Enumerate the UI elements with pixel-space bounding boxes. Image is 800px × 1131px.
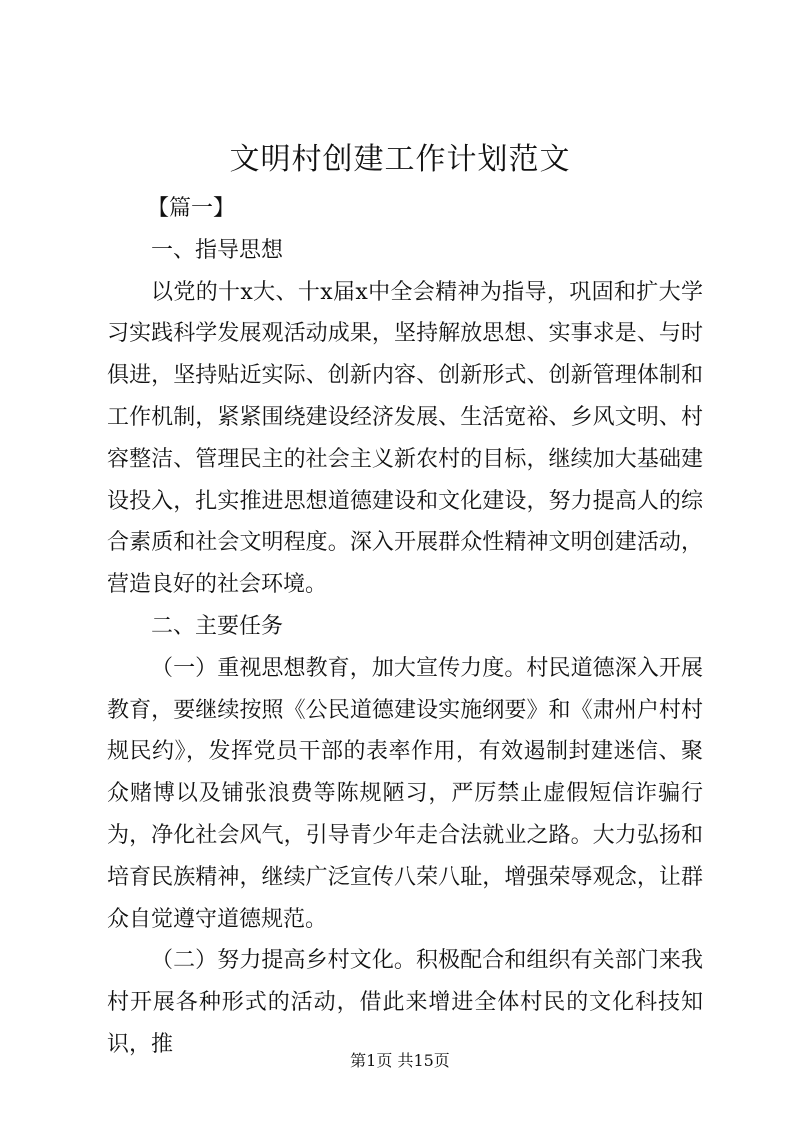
paragraph-task-2: （二）努力提高乡村文化。积极配合和组织有关部门来我村开展各种形式的活动，借此来增进全体村民的文化科技知识，推: [107, 948, 703, 1057]
section-heading-tasks: 二、主要任务: [151, 613, 284, 639]
document-body: [107, 188, 703, 1066]
paragraph-task-1: （一）重视思想教育，加大宣传力度。村民道德深入开展教育，要继续按照《公民道德建设实施纲要》和《肃州户村村规民约》，发挥党员干部的表率作用，有效遏制封建迷信、聚众赌博以及铺张浪费等陈规陋习，严厉禁止虚假短信诈骗行为，净化社会风气，引导青少年走合法就业之路。大力弘扬和培育民族精神，继续广泛宣传八荣八耻，增强荣辱观念，让群众自觉遵守道德规范。: [107, 655, 703, 932]
page-footer: 第1页 共15页: [350, 1051, 450, 1070]
chapter-label: 【篇一】: [147, 196, 236, 221]
section-heading-guiding: 一、指导思想: [151, 237, 284, 263]
paragraph-guiding: 以党的十x大、十x届x中全会精神为指导，巩固和扩大学习实践科学发展观活动成果，坚持解放思想、实事求是、与时俱进，坚持贴近实际、创新内容、创新形式、创新管理体制和工作机制，紧紧围绕建设经济发展、生活宽裕、乡风文明、村容整洁、管理民主的社会主义新农村的目标，继续加大基础建设投入，扎实推进思想道德建设和文化建设，努力提高人的综合素质和社会文明程度。深入开展群众性精神文明创建活动，营造良好的社会环境。: [107, 279, 703, 598]
document-title: 文明村创建工作计划范文: [229, 142, 571, 177]
